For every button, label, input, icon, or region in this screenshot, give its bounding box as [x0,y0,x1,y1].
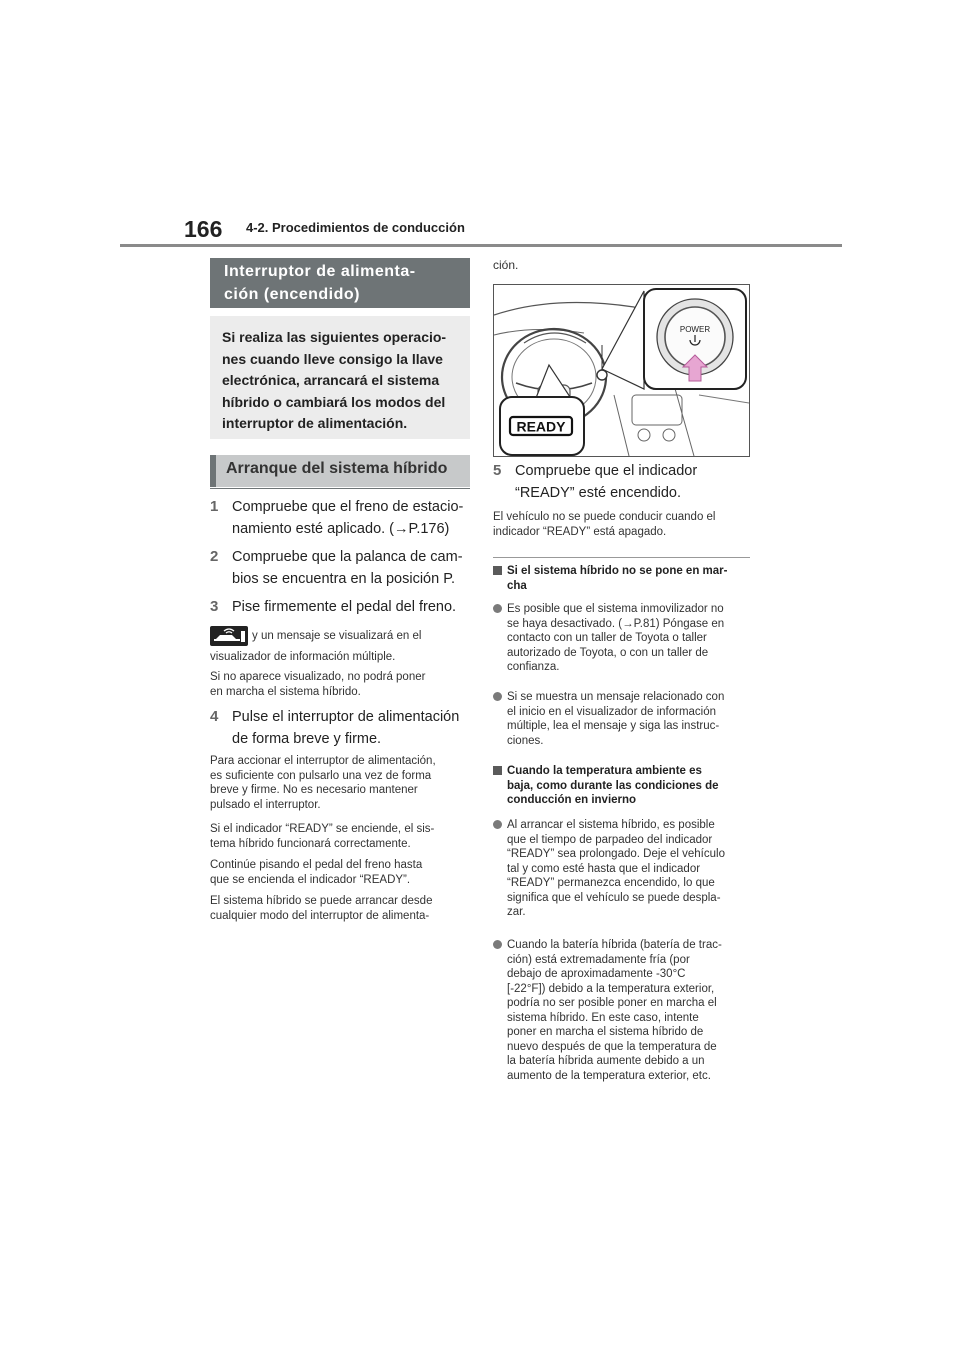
subsection-rule [210,488,470,489]
step-line: Compruebe que la palanca de cam- [232,549,463,565]
step-1 [210,496,472,542]
bullet-line: ción) está extremadamente fría (por [507,953,690,966]
note [493,510,753,539]
bullet-line: “READY” permanezca encendido, lo que [507,877,715,889]
note-line: que se encienda el indicador “READY”. [210,873,411,886]
heading-line: baja, como durante las condiciones de [507,779,719,792]
subsection-heading: Arranque del sistema híbrido [210,455,470,487]
step-number: 2 [210,548,219,565]
section-title [210,258,470,308]
section-label: 4-2. Procedimientos de conducción [246,220,465,235]
bullet-line: poner en marcha el sistema híbrido de [507,1026,704,1038]
square-bullet-icon [493,566,502,575]
heading-line: Si el sistema híbrido no se pone en mar- [507,565,728,577]
bullet-line: Al arrancar el sistema híbrido, es posible [507,819,715,831]
bullet-line: aumento de la temperatura exterior, etc. [507,1069,711,1082]
icon-note-rest [210,650,470,665]
bullet-line: “READY” sea prolongado. Deje el vehículo [507,848,725,860]
note-line: El vehículo no se puede conducir cuando el [493,511,716,523]
step-3 [210,596,472,620]
page-number: 166 [184,216,223,242]
ready-indicator-icon [210,626,248,646]
note [210,670,470,699]
note [210,822,470,851]
step-line: namiento esté aplicado. (→P.176) [232,521,450,537]
note-line: cualquier modo del interruptor de alimenta- [210,909,430,922]
bullet-line: ciones. [507,734,544,747]
step-line: Compruebe que el freno de estacio- [232,499,464,515]
note-line: Para accionar el interruptor de alimentación, [210,755,436,767]
note-line: tema híbrido funcionará correctamente. [210,837,411,850]
heading-line: Cuando la temperatura ambiente es [507,765,702,777]
note-line: breve y firme. No es necesario mantener [210,784,418,796]
square-bullet-icon [493,766,502,775]
circle-bullet-icon [493,604,502,613]
note-line: visualizador de información múltiple. [210,651,396,663]
bullet-line: [-22°F]) debido a la temperatura exterior, [507,982,715,995]
bullet-line: la batería híbrida aumente debido a un [507,1055,705,1067]
step-2 [210,546,472,592]
intro-line: híbrido o cambiará los modos del [222,393,446,410]
bullet-line: Es posible que el sistema inmovilizador no [507,603,724,615]
dashboard-illustration [493,284,750,457]
bullet-line: contacto con un taller de Toyota o taller [507,632,707,644]
step-5 [493,460,755,506]
note [210,754,470,812]
bullet-line: el inicio en el visualizador de información [507,705,717,718]
bullet-line: se haya desactivado. (→P.81) Póngase en [507,617,725,630]
bullet-line: podría no ser posible poner en marcha el [507,997,717,1009]
heading-line: conducción en invierno [507,794,637,806]
intro-box [210,316,470,439]
note [210,858,470,887]
note-line: Si no aparece visualizado, no podrá poner [210,671,426,683]
icon-note: y un mensaje se visualizará en el [252,630,422,642]
bullet-line: nuevo después de que la temperatura de [507,1040,717,1053]
title-line: ción (encendido) [224,286,360,303]
bullet-line: debajo de aproximadamente -30°C [507,968,686,980]
section-divider [493,557,750,558]
note-line: Continúe pisando el pedal del freno hasta [210,859,423,871]
step-4 [210,706,472,752]
step-line: Pise firmemente el pedal del freno. [232,599,457,615]
note-line: en marcha el sistema híbrido. [210,685,361,698]
note-line: Si el indicador “READY” se enciende, el sis- [210,823,435,835]
step-number: 5 [493,462,502,479]
step-line: “READY” esté encendido. [515,485,682,501]
bullet-item [493,818,755,922]
bullet-line: tal y como esté hasta que el indicador [507,862,701,875]
intro-line: electrónica, arrancará el sistema [222,372,440,388]
subheading-cold-weather [493,764,755,810]
step-line: bios se encuentra en la posición P. [232,571,456,587]
bullet-line: zar. [507,906,526,918]
intro-line: interruptor de alimentación. [222,415,408,431]
ready-indicator-label: READY [516,418,566,435]
bullet-line: sistema híbrido. En este caso, intente [507,1011,699,1024]
circle-bullet-icon [493,940,502,949]
circle-bullet-icon [493,692,502,701]
continuation-text: ción. [493,258,519,272]
subheading-no-start [493,564,755,594]
step-number: 4 [210,708,219,725]
step-number: 1 [210,498,219,515]
power-button-label: POWER [679,325,711,334]
note-line: es suficiente con pulsarlo una vez de forma [210,769,432,782]
title-line: Interruptor de alimenta- [224,263,416,280]
bullet-line: que el tiempo de parpadeo del indicador [507,833,713,846]
bullet-item [493,938,755,1088]
step-line: Pulse el interruptor de alimentación [232,709,460,725]
note-line: El sistema híbrido se puede arrancar desde [210,895,433,907]
step-line: Compruebe que el indicador [515,463,698,479]
heading-line: cha [507,579,527,592]
header-rule [120,244,842,247]
bullet-line: autorizado de Toyota, o con un taller de [507,646,709,659]
bullet-item [493,602,755,678]
note [210,894,470,923]
step-line: de forma breve y firme. [232,731,382,747]
bullet-item [493,690,755,750]
bullet-line: múltiple, lea el mensaje y siga las instruc- [507,720,720,732]
intro-line: Si realiza las siguientes operacio- [222,329,447,345]
step-number: 3 [210,598,219,615]
bullet-line: Cuando la batería híbrida (batería de trac- [507,939,722,951]
note-line: pulsado el interruptor. [210,798,321,811]
bullet-line: confianza. [507,661,560,673]
circle-bullet-icon [493,820,502,829]
note-line: indicador “READY” está apagado. [493,525,667,538]
bullet-line: significa que el vehículo se puede despla- [507,891,721,904]
bullet-line: Si se muestra un mensaje relacionado con [507,691,725,703]
intro-line: nes cuando lleve consigo la llave [222,350,443,367]
